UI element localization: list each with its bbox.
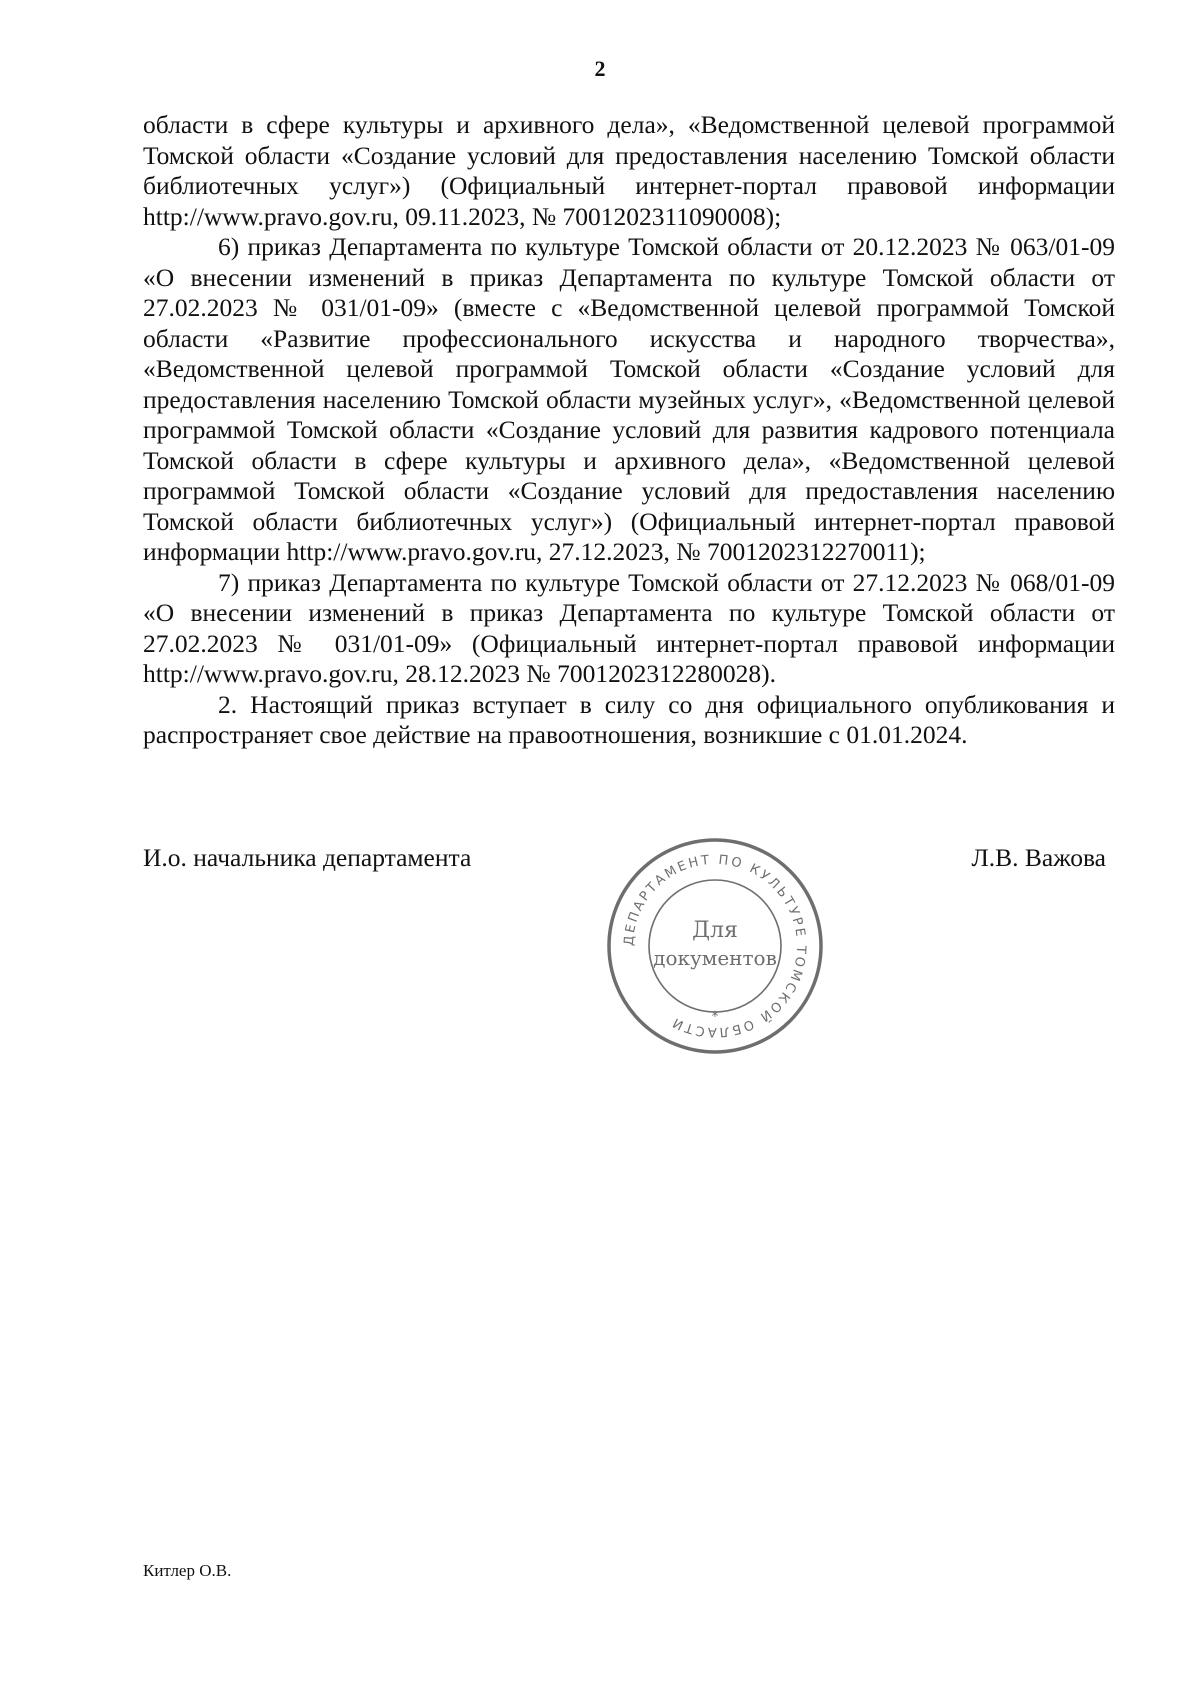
stamp-center-line-2: документов bbox=[653, 946, 777, 970]
official-stamp bbox=[602, 833, 828, 1059]
executor-name: Китлер О.В. bbox=[143, 1561, 232, 1580]
page-number: 2 bbox=[594, 56, 606, 81]
paragraph-clause-2: 2. Настоящий приказ вступает в силу со дня официального опубликования и распространяет свое действие на правоотношения, возникшие с 01.01.2024. bbox=[143, 689, 1115, 749]
stamp-center-line-1: Для bbox=[692, 918, 738, 943]
signatory-position: И.о. начальника департамента bbox=[143, 843, 472, 872]
stamp-ring-text: ДЕПАРТАМЕНТ ПО КУЛЬТУРЕ ТОМСКОЙ ОБЛАСТИ bbox=[621, 852, 809, 1040]
stamp-star: * bbox=[711, 1009, 719, 1025]
paragraph-item-6: 6) приказ Департамента по культуре Томской области от 20.12.2023 № 063/01-09 «О внесении изменений в приказ Департамента по культуре Томской области от 27.02.2023 № 031/01-09» (вместе с «Ведомственной целевой программой Томской области «Развитие профессионального искусства и народного творчества», «Ведомственной целевой программой Томской области «Создание условий для предоставления населению Томской области музейных услуг», «Ведомственной целевой программой Томской области «Создание условий для развития кадрового потенциала Томской области в сфере культуры и архивного дела», «Ведомственной целевой программой Томской области «Создание условий для предоставления населению Томской области библиотечных услуг») (Официальный интернет-портал правовой информации http://www.pravo.gov.ru, 27.12.2023, № 7001202312270011); bbox=[143, 232, 1115, 566]
paragraph-item-7: 7) приказ Департамента по культуре Томской области от 27.12.2023 № 068/01-09 «О внесении изменений в приказ Департамента по культуре Томской области от 27.02.2023 № 031/01-09» (Официальный интернет-портал правовой информации http://www.pravo.gov.ru, 28.12.2023 № 7001202312280028). bbox=[143, 567, 1115, 688]
paragraph-continuation: области в сфере культуры и архивного дела», «Ведомственной целевой программой Томской области «Создание условий для предоставления населению Томской области библиотечных услуг») (Официальный интернет-портал правовой информации http://www.pravo.gov.ru, 09.11.2023, № 7001202311090008); bbox=[143, 110, 1115, 231]
signatory-name: Л.В. Важова bbox=[971, 843, 1106, 872]
document-body bbox=[143, 110, 1115, 751]
